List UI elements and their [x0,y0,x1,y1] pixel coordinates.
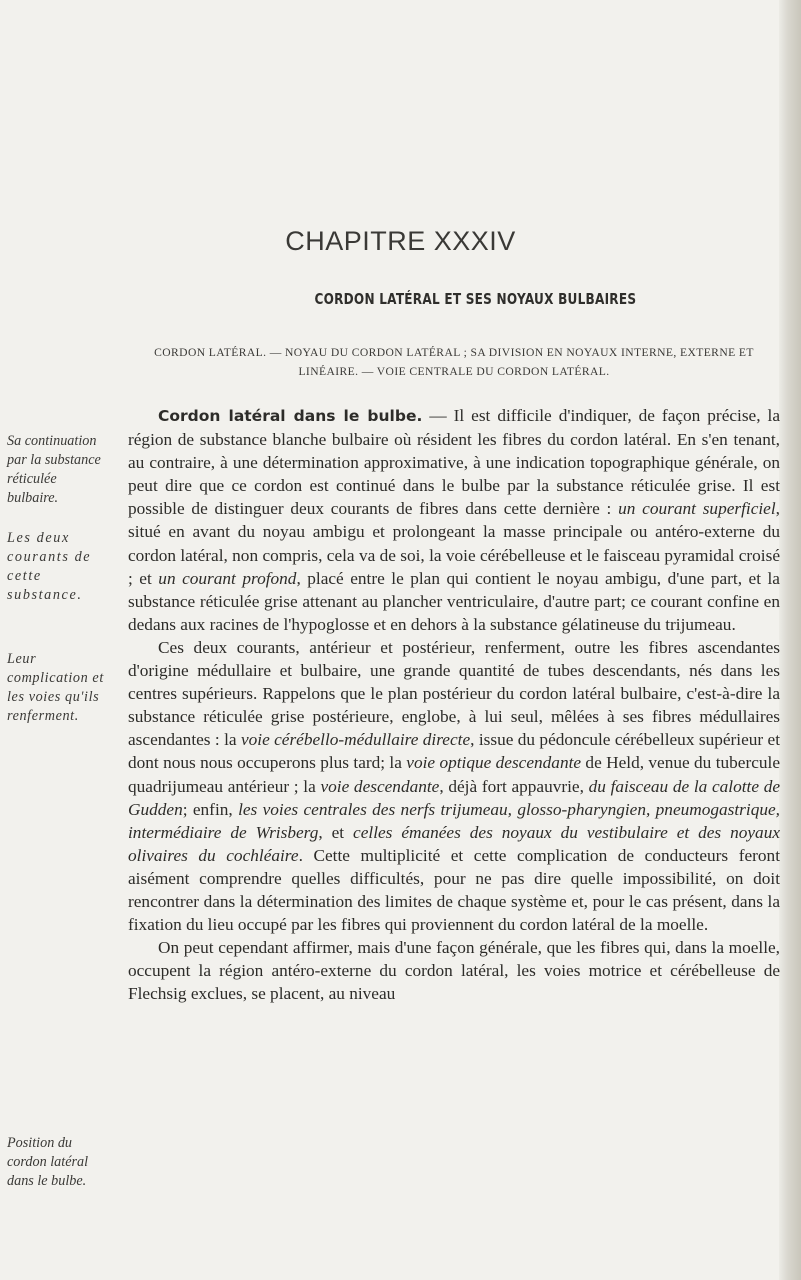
italic-term: celles émanées des noyaux du vestibulaire et des noyaux olivaires du cochléaire [128,822,781,865]
paragraph [128,636,780,936]
italic-term: un courant superficiel [618,499,776,519]
italic-term: voie descendante [320,776,440,796]
text-run: , déjà fort appauvrie, [439,776,589,796]
text-run: de Held, venue du tubercule quadrijumeau antérieur ; la [128,753,780,796]
paragraph-lead: Cordon latéral dans le bulbe. [158,407,423,425]
margin-note: Sa continuation par la substance réticulée bulbaire. [7,433,101,506]
italic-term: voie cérébello-médullaire directe [240,730,471,750]
page-edge [779,0,801,1280]
text-run: . Cette multiplicité et cette complication de conducteurs feront aisément comprendre quelles difficultés, pour ne pas dire quelle impossibilité, on doit rencontrer dans la détermination des limites de chaque système et, pour le cas présent, dans la fixation du lieu occupé par les fibres qui proviennent du cordon latéral de la moelle. [128,845,780,935]
chapter-summary: CORDON LATÉRAL. — NOYAU DU CORDON LATÉRAL ; SA DIVISION EN NOYAUX INTERNE, EXTERNE ET LINÉAIRE. — VOIE CENTRALE DU CORDON LATÉRAL. [154,346,754,378]
margin-note: Position du cordon latéral dans le bulbe. [7,1135,89,1189]
text-run: Ces deux courants, antérieur et postérieur, renferment, outre les fibres ascendantes d'origine médullaire et bulbaire, une grande quantité de tubes descendants, nés dans les centres supérieurs. Rappelons que le plan postérieur du cordon latéral bulbaire, c'est-à-dire la substance réticulée grise postérieure, englobe, à lui seul, mêlées à ses fibres médullaires ascendantes : la [128,637,780,750]
paragraph [128,936,780,1005]
text-run: , issue du pédoncule cérébelleux supérieur et dont nous nous occuperons plus tard; la [128,730,780,773]
italic-term: un courant profond [158,568,297,588]
text-run: ; enfin, [182,799,239,819]
margin-note: Leur complication et les voies qu'ils renferment. [7,651,104,724]
italic-term: voie optique descendante [406,753,582,773]
margin-note: Les deux courants de cette substance. [7,530,92,603]
text-run: , situé en avant du noyau ambigu et prolongeant la masse principale ou antéro-externe du cordon latéral, non compris, cela va de soi, la voie cérébelleuse et le faisceau pyramidal croisé ; et [128,499,780,588]
text-run: , et [318,822,354,842]
section-heading: CORDON LATÉRAL ET SES NOYAUX BULBAIRES [314,290,637,308]
text-run: , placé entre le plan qui contient le noyau ambigu, d'une part, et la substance réticulée grise attenant au plancher ventriculaire, d'autre part; ce courant confine en dedans aux racines de l'hypoglosse et en dehors à la substance gélatineuse du trijumeau. [128,568,780,634]
text-run: On peut cependant affirmer, mais d'une façon générale, que les fibres qui, dans la moelle, occupent la région antéro-externe du cordon latéral, les voies motrice et cérébelleuse de Flechsig exclues, se placent, au niveau [128,938,780,1004]
body-text [128,404,780,1005]
italic-term: du faisceau de la calotte de Gudden [128,776,781,819]
italic-term: les voies centrales des nerfs trijumeau, glosso-pharyngien, pneumogastrique, intermédiaire de Wrisberg [128,799,780,842]
text-run: — Il est difficile d'indiquer, de façon précise, la région de substance blanche bulbaire où résident les fibres du cordon latéral. En s'en tenant, au contraire, à une détermination approximative, à une indication topographique générale, on peut dire que ce cordon est continué dans le bulbe par la substance réticulée grise. Il est possible de distinguer deux courants de fibres dans cette dernière : [128,406,780,519]
paragraph [128,404,780,636]
chapter-title: CHAPITRE XXXIV [285,226,516,256]
